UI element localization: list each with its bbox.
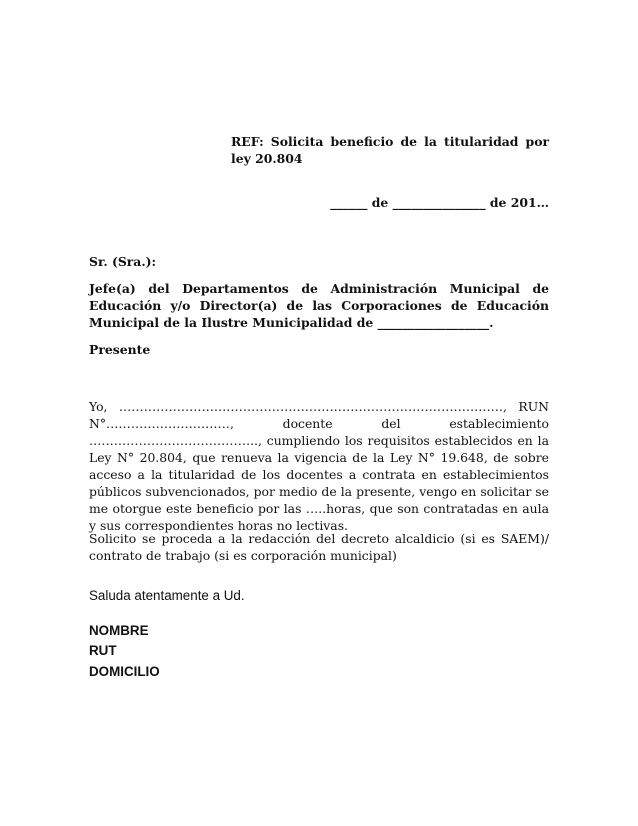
salutation: Sr. (Sra.): xyxy=(89,254,157,269)
date-line: ______ de _______________ de 201… xyxy=(330,195,549,210)
signature-name-label: NOMBRE xyxy=(89,623,149,638)
request-paragraph: Yo, …………………………………………………………………………………, RUN N°…………………………, docente del establecimiento ………………………………….., cumpliendo los requisitos establecidos en la Ley N° 20.804, que renueva la vigencia de la Ley N° 19.648, de sobre acceso a la titularidad de los docentes a contrata en establecimientos públicos subvencionados, por medio de la presente, vengo en solicitar se me otorgue este beneficio por las …..horas, que son contratadas en aula y sus correspondientes horas no lectivas. xyxy=(89,399,549,533)
signature-rut-label: RUT xyxy=(89,643,117,658)
presente-line: Presente xyxy=(89,342,151,357)
recipient-block: Jefe(a) del Departamentos de Administración Municipal de Educación y/o Director(a) de las Corporaciones de Educación Municipal de la Ilustre Municipalidad de __________________. xyxy=(89,281,549,330)
closing-line: Saluda atentamente a Ud. xyxy=(89,588,245,603)
decree-paragraph: Solicito se proceda a la redacción del decreto alcaldicio (si es SAEM)/ contrato de trabajo (si es corporación municipal) xyxy=(89,531,549,563)
signature-address-label: DOMICILIO xyxy=(89,664,160,679)
reference-line: REF: Solicita beneficio de la titularidad por ley 20.804 xyxy=(231,134,549,166)
